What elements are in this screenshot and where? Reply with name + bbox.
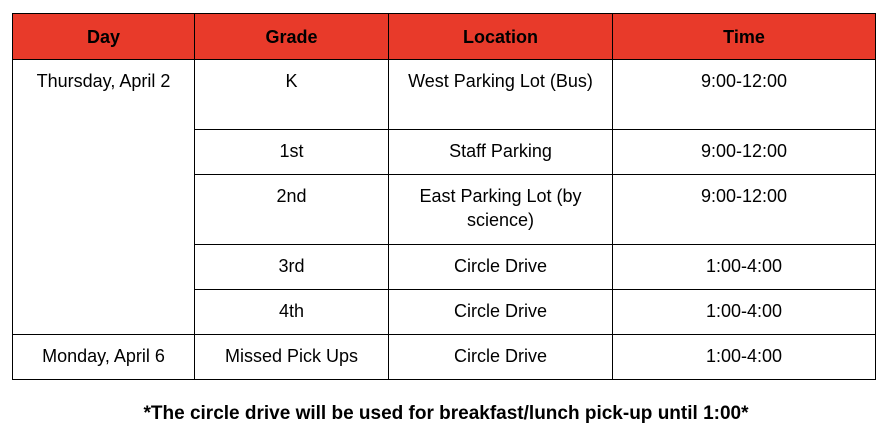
table-row (13, 335, 876, 380)
grade-cell: Missed Pick Ups (195, 335, 389, 380)
table-header-row (13, 14, 876, 60)
grade-cell: 4th (195, 290, 389, 335)
header-grade: Grade (195, 14, 389, 60)
location-cell: Circle Drive (389, 335, 613, 380)
location-cell: Circle Drive (389, 290, 613, 335)
header-day: Day (13, 14, 195, 60)
grade-cell: 2nd (195, 175, 389, 245)
time-cell: 9:00-12:00 (613, 130, 876, 175)
location-cell: Circle Drive (389, 245, 613, 290)
header-time: Time (613, 14, 876, 60)
location-cell: Staff Parking (389, 130, 613, 175)
pickup-schedule-table (12, 13, 876, 380)
time-cell: 1:00-4:00 (613, 335, 876, 380)
footnote: *The circle drive will be used for breakfast/lunch pick-up until 1:00* (143, 403, 749, 424)
location-cell: East Parking Lot (by science) (389, 175, 613, 245)
day-cell: Monday, April 6 (13, 335, 195, 380)
day-cell: Thursday, April 2 (13, 60, 195, 335)
time-cell: 1:00-4:00 (613, 245, 876, 290)
table-row (13, 60, 876, 130)
time-cell: 9:00-12:00 (613, 60, 876, 130)
header-location: Location (389, 14, 613, 60)
time-cell: 9:00-12:00 (613, 175, 876, 245)
grade-cell: K (195, 60, 389, 130)
location-cell: West Parking Lot (Bus) (389, 60, 613, 130)
grade-cell: 1st (195, 130, 389, 175)
grade-cell: 3rd (195, 245, 389, 290)
time-cell: 1:00-4:00 (613, 290, 876, 335)
